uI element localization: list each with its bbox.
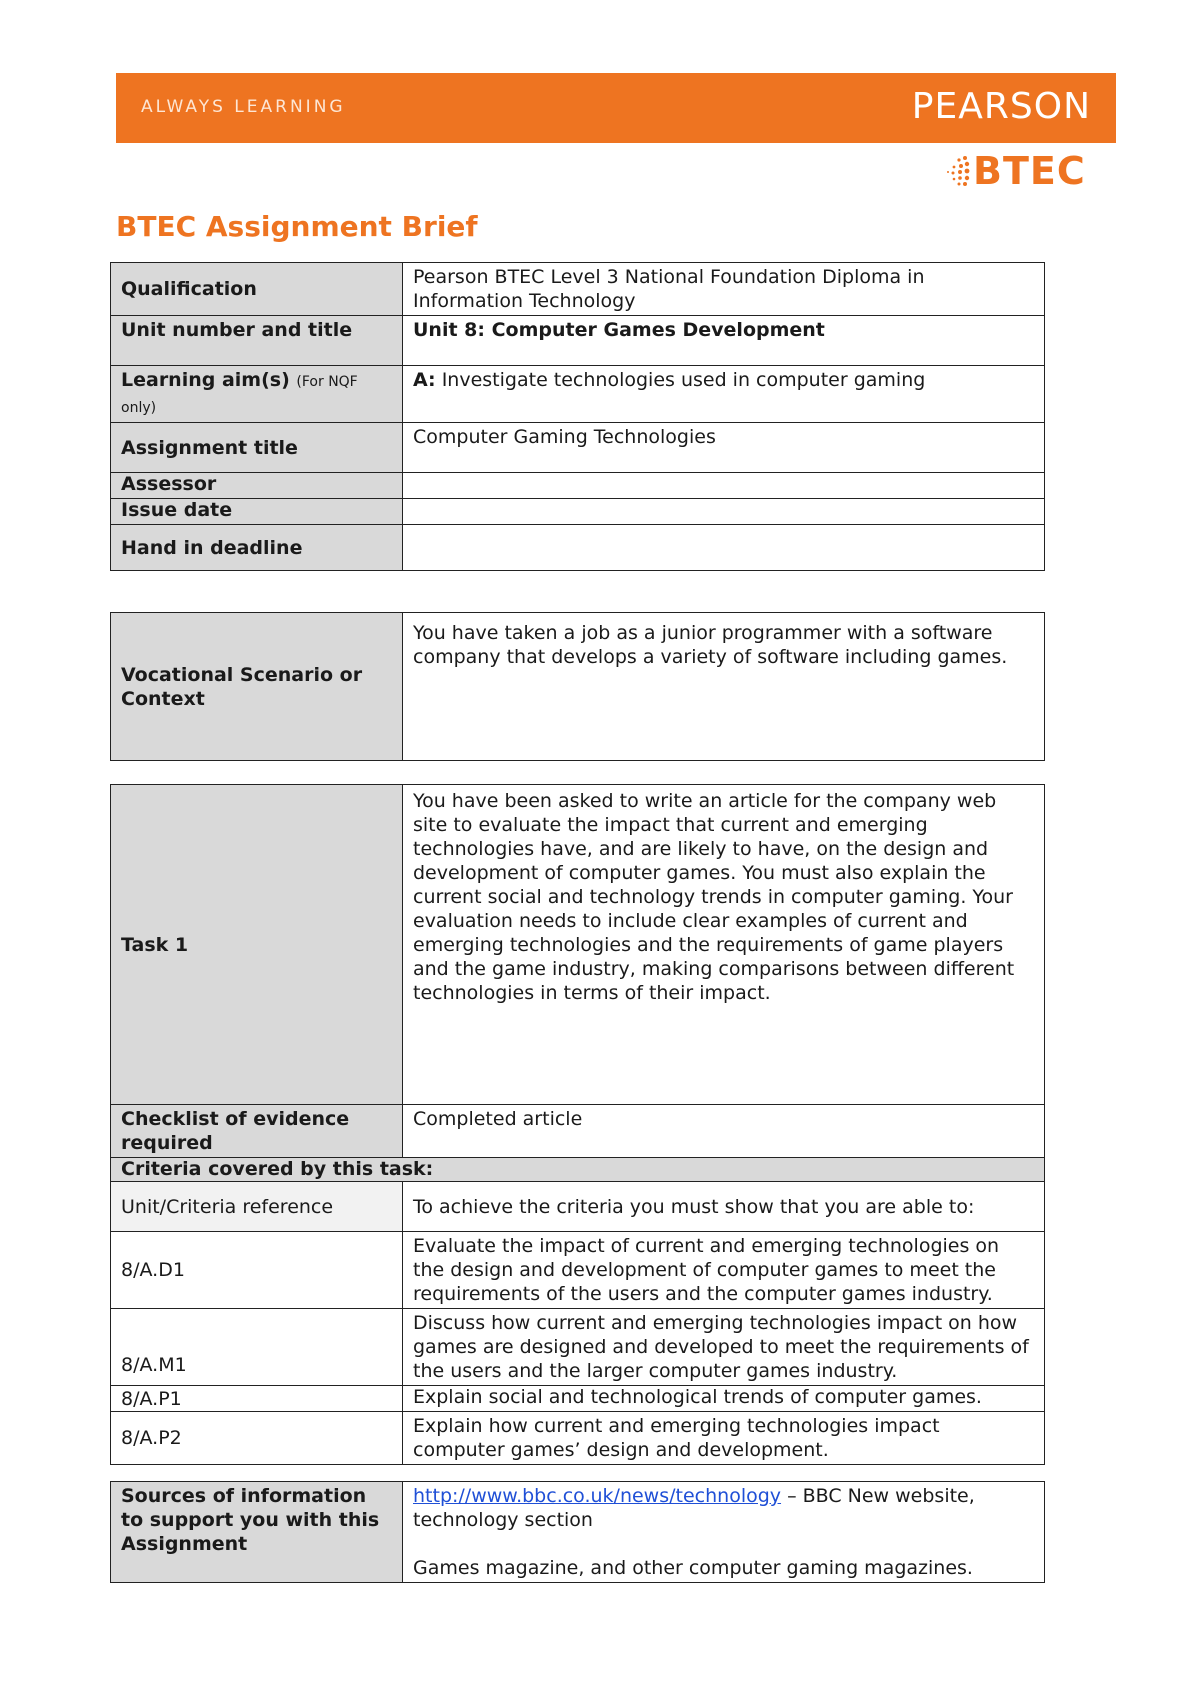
- sources-label: Sources of information to support you with this Assignment: [111, 1482, 403, 1583]
- checklist-value: Completed article: [403, 1105, 1045, 1158]
- pearson-logo: PEARSON: [911, 86, 1091, 127]
- scenario-table: [110, 612, 1045, 761]
- page-title: BTEC Assignment Brief: [116, 210, 478, 243]
- unit-label: Unit number and title: [111, 316, 403, 366]
- checklist-label: Checklist of evidence required: [111, 1105, 403, 1158]
- other-sources: Games magazine, and other computer gaming magazines.: [413, 1557, 973, 1579]
- assessor-value: [403, 473, 1045, 499]
- criteria-ref: 8/A.M1: [111, 1309, 403, 1386]
- sources-cell: [403, 1482, 1045, 1583]
- btec-logo: [945, 150, 1086, 192]
- criteria-desc: Explain social and technological trends of computer games.: [403, 1386, 1045, 1412]
- unit-value: Unit 8: Computer Games Development: [403, 316, 1045, 366]
- criteria-desc: Discuss how current and emerging technologies impact on how games are designed and developed to meet the requirements of the users and the larger computer games industry.: [403, 1309, 1045, 1386]
- assignment-title-value: Computer Gaming Technologies: [403, 423, 1045, 473]
- criteria-desc-header: To achieve the criteria you must show that you are able to:: [403, 1182, 1045, 1232]
- aims-value-cell: [403, 366, 1045, 423]
- deadline-value: [403, 525, 1045, 571]
- criteria-ref: 8/A.P2: [111, 1412, 403, 1465]
- sources-table: [110, 1481, 1045, 1583]
- aims-label-cell: [111, 366, 403, 423]
- btec-wordmark: BTEC: [973, 149, 1086, 193]
- tagline: ALWAYS LEARNING: [141, 97, 346, 117]
- assignment-title-label: Assignment title: [111, 423, 403, 473]
- link-description: – BBC New website, technology section: [413, 1485, 975, 1531]
- task-table: [110, 784, 1045, 1465]
- task-text: You have been asked to write an article for the company web site to evaluate the impact that current and emerging technologies have, and are likely to have, on the design and development of computer games. You must also explain the current social and technology trends in computer gaming. Your evaluation needs to include clear examples of current and emerging technologies and the requirements of game players and the game industry, making comparisons between different technologies in terms of their impact.: [403, 785, 1045, 1105]
- issue-date-value: [403, 499, 1045, 525]
- criteria-desc: Evaluate the impact of current and emerging technologies on the design and development of computer games to meet the requirements of the users and the computer games industry.: [403, 1232, 1045, 1309]
- aims-value: Investigate technologies used in computer gaming: [441, 369, 926, 391]
- aims-note: (For NQF only): [121, 374, 358, 416]
- bbc-technology-link[interactable]: http://www.bbc.co.uk/news/technology: [413, 1485, 782, 1507]
- info-table: [110, 262, 1045, 571]
- criteria-ref: 8/A.P1: [111, 1386, 403, 1412]
- assessor-label: Assessor: [111, 473, 403, 499]
- criteria-ref-header: Unit/Criteria reference: [111, 1182, 403, 1232]
- criteria-heading: Criteria covered by this task:: [111, 1158, 1045, 1182]
- aims-prefix: A:: [413, 369, 436, 391]
- criteria-ref: 8/A.D1: [111, 1232, 403, 1309]
- issue-date-label: Issue date: [111, 499, 403, 525]
- qualification-label: Qualification: [111, 263, 403, 316]
- header-banner: [116, 73, 1116, 143]
- criteria-desc: Explain how current and emerging technologies impact computer games’ design and development.: [403, 1412, 1045, 1465]
- qualification-value: Pearson BTEC Level 3 National Foundation Diploma in Information Technology: [403, 263, 1045, 316]
- scenario-label: Vocational Scenario or Context: [111, 613, 403, 761]
- task-label: Task 1: [111, 785, 403, 1105]
- btec-dots-icon: [945, 154, 971, 188]
- scenario-text: You have taken a job as a junior programmer with a software company that develops a variety of software including games.: [403, 613, 1045, 761]
- deadline-label: Hand in deadline: [111, 525, 403, 571]
- aims-label: Learning aim(s): [121, 369, 290, 391]
